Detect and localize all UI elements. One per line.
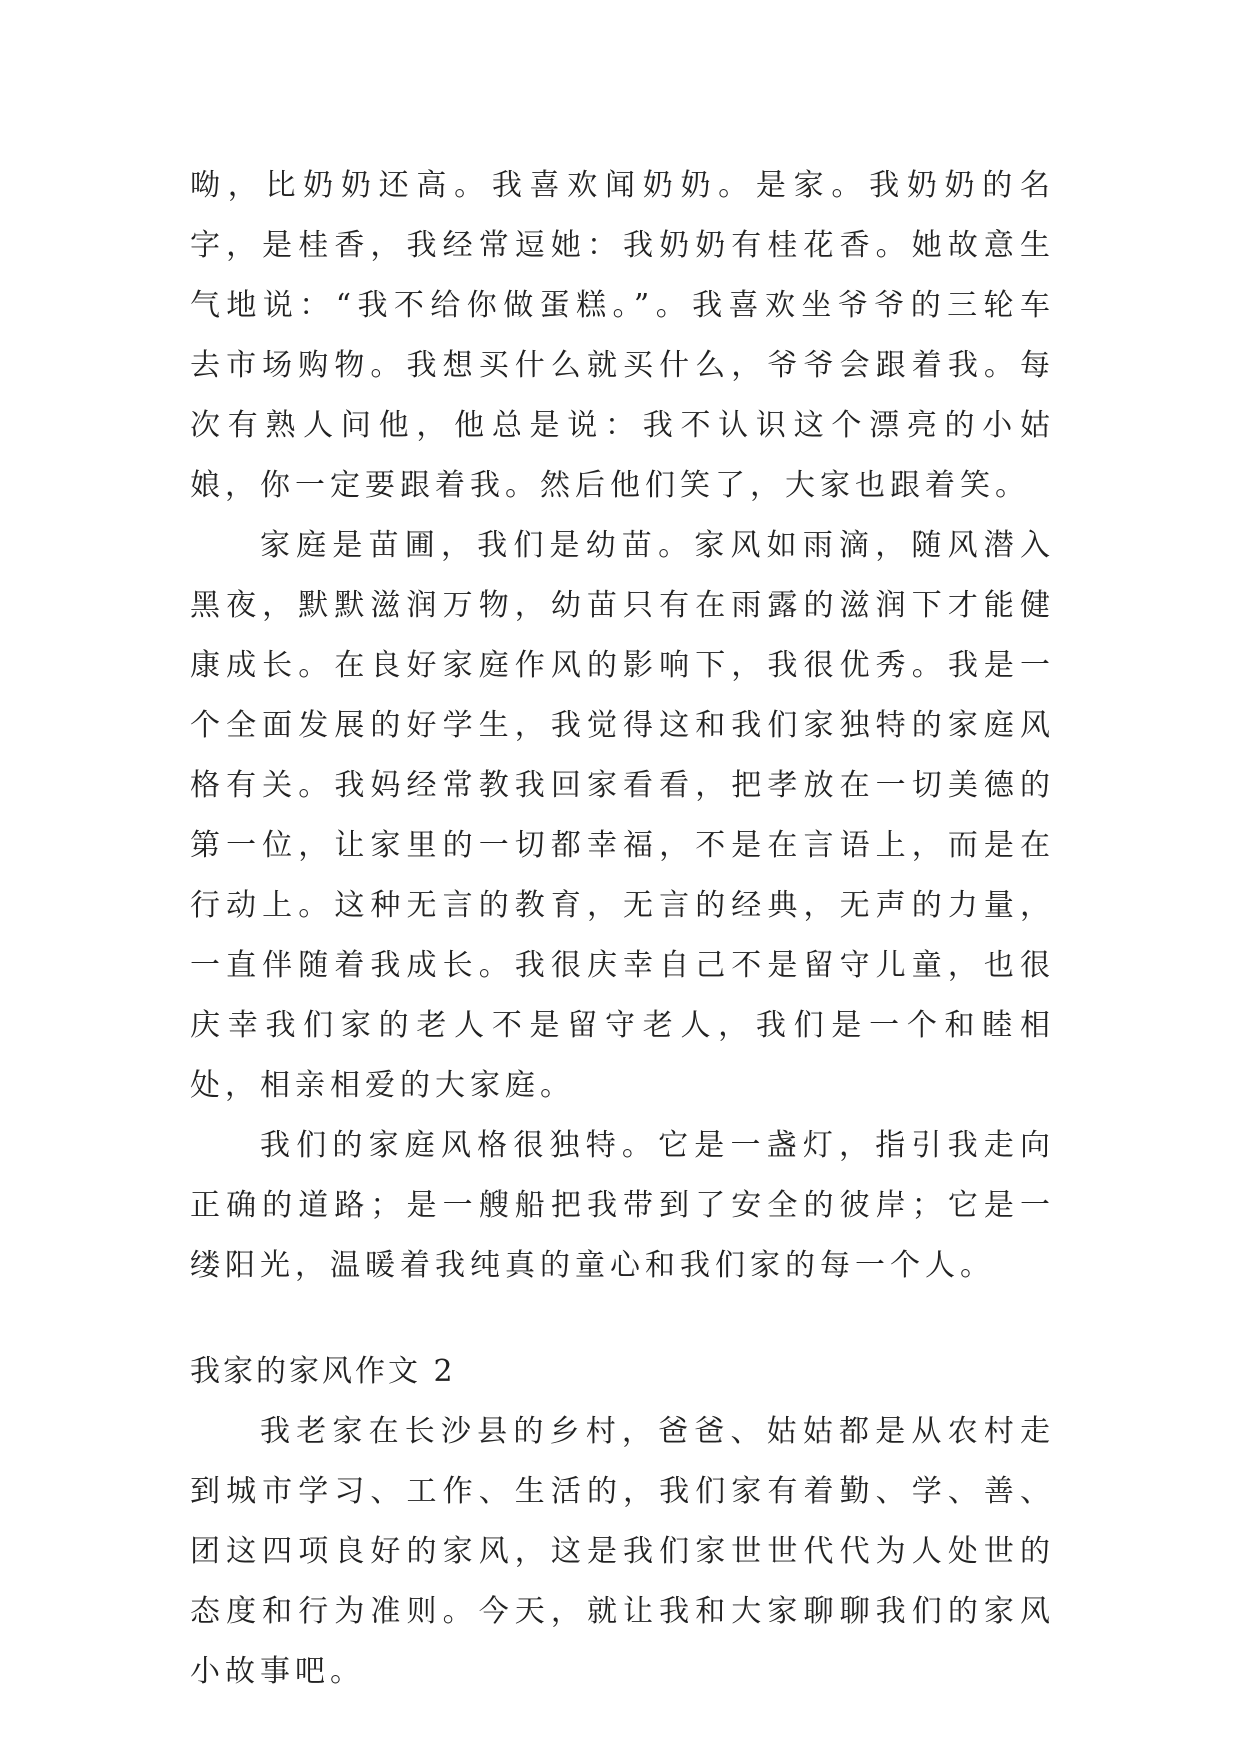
paragraph-1: 呦，比奶奶还高。我喜欢闻奶奶。是家。我奶奶的名字，是桂香，我经常逗她：我奶奶有桂花香。她故意生气地说：“我不给你做蛋糕。”。我喜欢坐爷爷的三轮车去市场购物。我想买什么就买什么，爷爷会跟着我。每次有熟人问他，他总是说：我不认识这个漂亮的小姑娘，你一定要跟着我。然后他们笑了，大家也跟着笑。	[190, 168, 1055, 503]
document-body	[190, 156, 1055, 1702]
paragraph-2: 家庭是苗圃，我们是幼苗。家风如雨滴，随风潜入黑夜，默默滋润万物，幼苗只有在雨露的滋润下才能健康成长。在良好家庭作风的影响下，我很优秀。我是一个全面发展的好学生，我觉得这和我们家独特的家庭风格有关。我妈经常教我回家看看，把孝放在一切美德的第一位，让家里的一切都幸福，不是在言语上，而是在行动上。这种无言的教育，无言的经典，无声的力量，一直伴随着我成长。我很庆幸自己不是留守儿童，也很庆幸我们家的老人不是留守老人，我们是一个和睦相处，相亲相爱的大家庭。	[190, 528, 1055, 1103]
paragraph-4: 我老家在长沙县的乡村，爸爸、姑姑都是从农村走到城市学习、工作、生活的，我们家有着勤、学、善、团这四项良好的家风，这是我们家世世代代为人处世的态度和行为准则。今天，就让我和大家聊聊我们的家风小故事吧。	[190, 1414, 1055, 1689]
paragraph-3: 我们的家庭风格很独特。它是一盏灯，指引我走向正确的道路；是一艘船把我带到了安全的彼岸；它是一缕阳光，温暖着我纯真的童心和我们家的每一个人。	[190, 1128, 1055, 1283]
section-title: 我家的家风作文 2	[190, 1354, 456, 1389]
